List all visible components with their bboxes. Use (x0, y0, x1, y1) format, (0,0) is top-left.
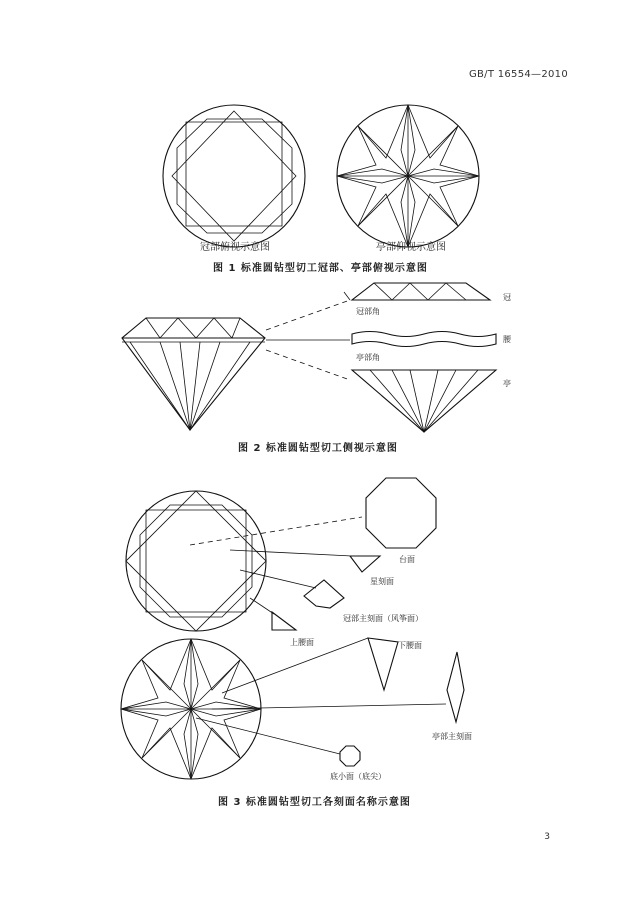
standard-code-header: GB/T 16554—2010 (468, 69, 568, 80)
fig2-label-pavilion-angle: 亭部角 (356, 353, 380, 362)
fig2-label-pavilion: 亭 (503, 379, 511, 388)
fig2-label-crown-angle: 冠部角 (356, 307, 380, 316)
fig3-label-bezel: 冠部主刻面（风筝面） (343, 614, 423, 623)
fig1-pavilion-bottom-view (337, 105, 479, 247)
fig2-title: 图 2 标准圆钻型切工侧视示意图 (238, 443, 398, 454)
fig2-side-view (122, 283, 496, 432)
fig3-label-pavilion-main: 亭部主刻面 (432, 732, 472, 741)
fig3-label-star: 星刻面 (370, 577, 394, 586)
fig3-label-lower-girdle: 下腰面 (398, 641, 422, 650)
fig2-label-girdle: 腰 (503, 335, 511, 344)
fig1-pavilion-caption: 亭部仰视示意图 (376, 242, 446, 253)
fig1-title: 图 1 标准圆钻型切工冠部、亭部俯视示意图 (213, 263, 428, 274)
fig3-title: 图 3 标准圆钻型切工各刻面名称示意图 (218, 797, 411, 808)
fig1-crown-caption: 冠部俯视示意图 (200, 242, 270, 253)
fig3-pavilion-view (121, 638, 464, 779)
fig2-label-crown: 冠 (503, 293, 511, 302)
page-number: 3 (544, 832, 550, 842)
fig3-label-table: 台面 (399, 555, 415, 564)
fig3-label-upper-girdle: 上腰面 (290, 638, 314, 647)
fig3-crown-view (126, 478, 436, 631)
fig3-label-culet: 底小面（底尖） (330, 772, 386, 781)
fig1-crown-top-view (163, 105, 305, 247)
